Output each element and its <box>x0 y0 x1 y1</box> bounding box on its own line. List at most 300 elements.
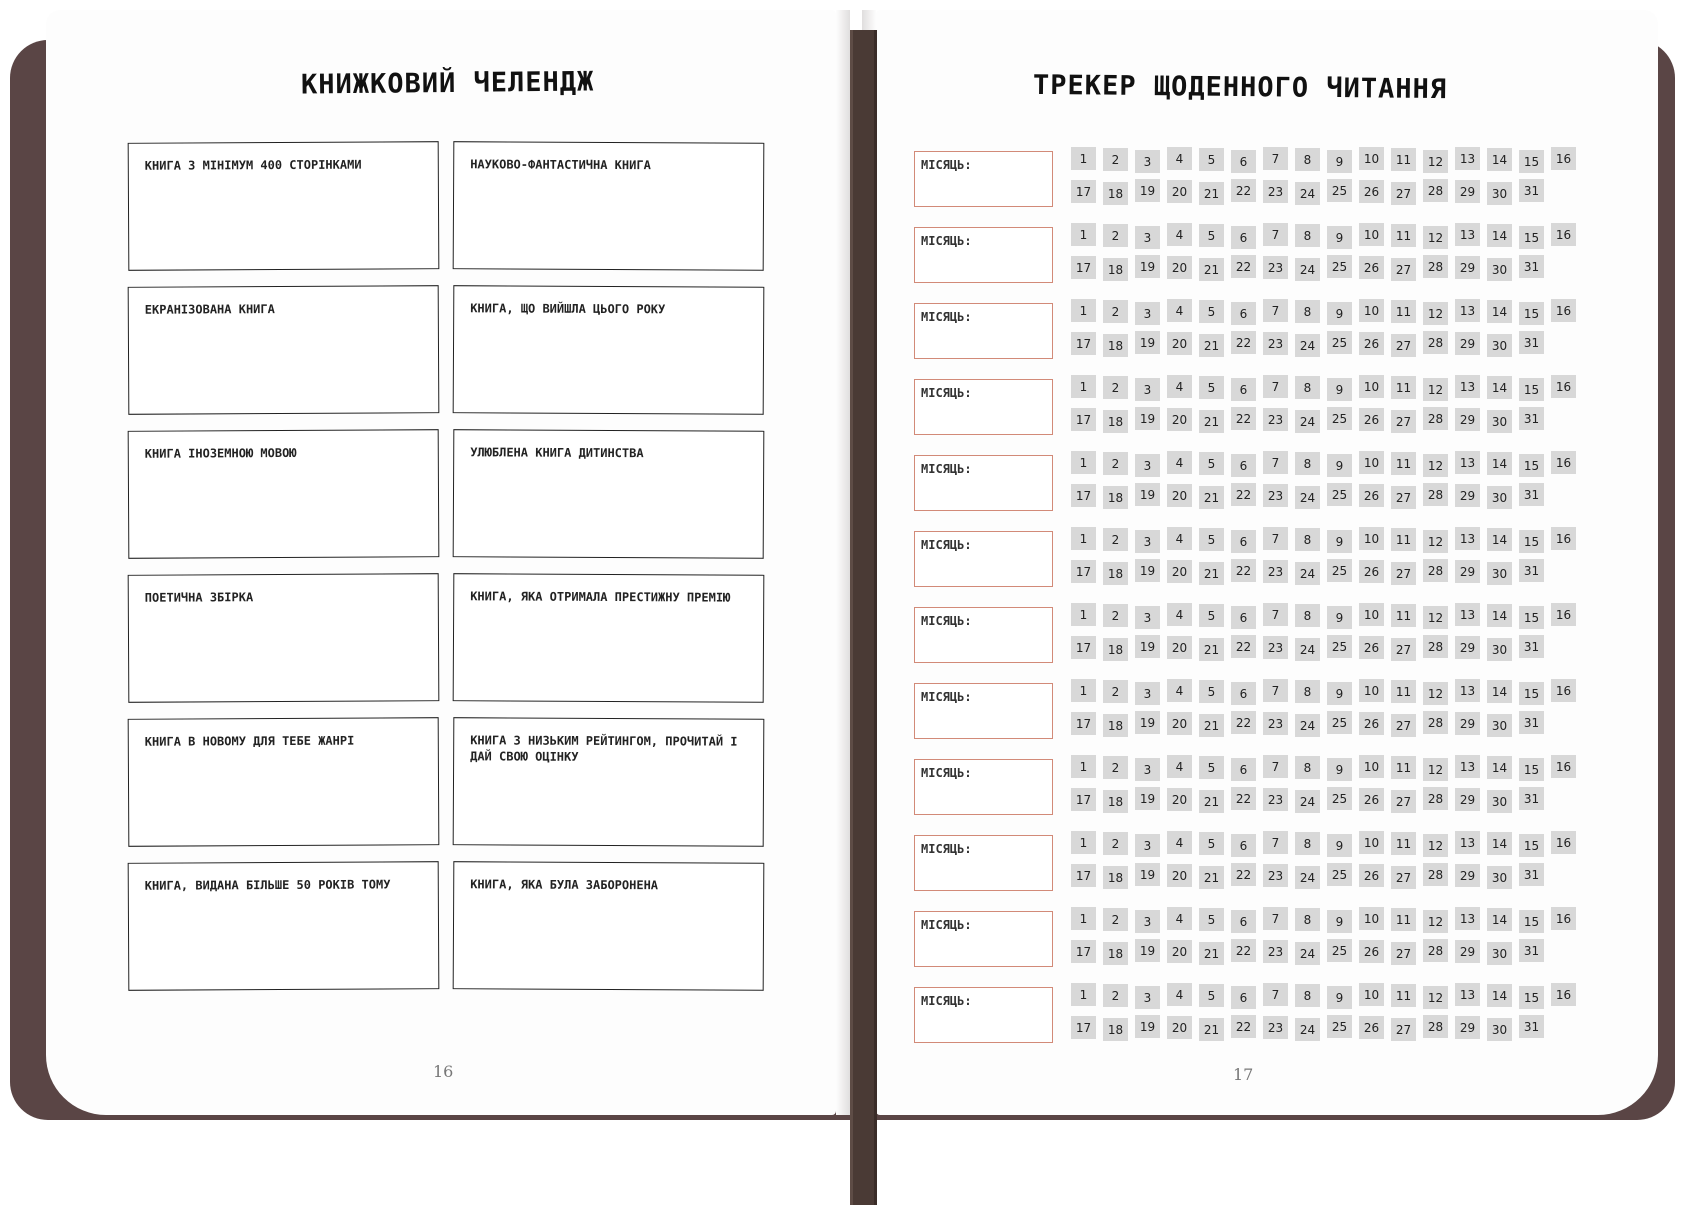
day-cell[interactable]: 12 <box>1423 530 1448 553</box>
day-cell[interactable]: 15 <box>1519 226 1544 249</box>
day-cell[interactable]: 16 <box>1551 755 1576 778</box>
day-cell[interactable]: 7 <box>1263 907 1288 930</box>
day-cell[interactable]: 8 <box>1295 376 1320 399</box>
day-cell[interactable]: 25 <box>1327 331 1352 354</box>
day-cell[interactable]: 30 <box>1487 258 1512 281</box>
day-cell[interactable]: 26 <box>1359 560 1384 583</box>
day-cell[interactable]: 23 <box>1263 712 1288 735</box>
day-cell[interactable]: 22 <box>1231 255 1256 278</box>
day-cell[interactable]: 19 <box>1135 939 1160 962</box>
day-cell[interactable]: 20 <box>1167 560 1192 583</box>
day-cell[interactable]: 11 <box>1391 452 1416 475</box>
day-cell[interactable]: 22 <box>1231 483 1256 506</box>
day-cell[interactable]: 15 <box>1519 834 1544 857</box>
day-cell[interactable]: 15 <box>1519 454 1544 477</box>
day-cell[interactable]: 6 <box>1231 834 1256 857</box>
day-cell[interactable]: 7 <box>1263 451 1288 474</box>
day-cell[interactable]: 16 <box>1551 223 1576 246</box>
day-cell[interactable]: 12 <box>1423 150 1448 173</box>
day-cell[interactable]: 5 <box>1199 528 1224 551</box>
day-cell[interactable]: 28 <box>1423 787 1448 810</box>
day-cell[interactable]: 8 <box>1295 148 1320 171</box>
day-cell[interactable]: 23 <box>1263 788 1288 811</box>
day-cell[interactable]: 29 <box>1455 712 1480 735</box>
day-cell[interactable]: 22 <box>1231 939 1256 962</box>
day-cell[interactable]: 11 <box>1391 376 1416 399</box>
day-cell[interactable]: 16 <box>1551 831 1576 854</box>
day-cell[interactable]: 7 <box>1263 983 1288 1006</box>
day-cell[interactable]: 29 <box>1455 940 1480 963</box>
day-cell[interactable]: 13 <box>1455 527 1480 550</box>
day-cell[interactable]: 3 <box>1135 454 1160 477</box>
day-cell[interactable]: 23 <box>1263 332 1288 355</box>
day-cell[interactable]: 6 <box>1231 606 1256 629</box>
day-cell[interactable]: 29 <box>1455 408 1480 431</box>
day-cell[interactable]: 6 <box>1231 454 1256 477</box>
day-cell[interactable]: 17 <box>1071 940 1096 963</box>
day-cell[interactable]: 22 <box>1231 179 1256 202</box>
day-cell[interactable]: 2 <box>1103 908 1128 931</box>
day-cell[interactable]: 5 <box>1199 984 1224 1007</box>
day-cell[interactable]: 25 <box>1327 787 1352 810</box>
day-cell[interactable]: 4 <box>1167 147 1192 170</box>
day-cell[interactable]: 16 <box>1551 451 1576 474</box>
day-cell[interactable]: 14 <box>1487 984 1512 1007</box>
day-cell[interactable]: 10 <box>1359 755 1384 778</box>
day-cell[interactable]: 10 <box>1359 679 1384 702</box>
day-cell[interactable]: 4 <box>1167 299 1192 322</box>
day-cell[interactable]: 10 <box>1359 603 1384 626</box>
day-cell[interactable]: 21 <box>1199 942 1224 965</box>
day-cell[interactable]: 4 <box>1167 983 1192 1006</box>
day-cell[interactable]: 21 <box>1199 258 1224 281</box>
day-cell[interactable]: 21 <box>1199 866 1224 889</box>
day-cell[interactable]: 7 <box>1263 755 1288 778</box>
day-cell[interactable]: 14 <box>1487 224 1512 247</box>
day-cell[interactable]: 27 <box>1391 486 1416 509</box>
day-cell[interactable]: 1 <box>1071 907 1096 930</box>
day-cell[interactable]: 26 <box>1359 180 1384 203</box>
day-cell[interactable]: 16 <box>1551 907 1576 930</box>
day-cell[interactable]: 5 <box>1199 604 1224 627</box>
day-cell[interactable]: 27 <box>1391 182 1416 205</box>
month-field[interactable]: МІСЯЦЬ: <box>914 987 1053 1043</box>
day-cell[interactable]: 21 <box>1199 334 1224 357</box>
day-cell[interactable]: 24 <box>1295 486 1320 509</box>
day-cell[interactable]: 2 <box>1103 376 1128 399</box>
day-cell[interactable]: 2 <box>1103 528 1128 551</box>
day-cell[interactable]: 30 <box>1487 790 1512 813</box>
day-cell[interactable]: 17 <box>1071 788 1096 811</box>
day-cell[interactable]: 5 <box>1199 832 1224 855</box>
day-cell[interactable]: 27 <box>1391 790 1416 813</box>
day-cell[interactable]: 15 <box>1519 986 1544 1009</box>
month-field[interactable]: МІСЯЦЬ: <box>914 303 1053 359</box>
day-cell[interactable]: 27 <box>1391 410 1416 433</box>
day-cell[interactable]: 22 <box>1231 635 1256 658</box>
day-cell[interactable]: 24 <box>1295 334 1320 357</box>
day-cell[interactable]: 3 <box>1135 302 1160 325</box>
day-cell[interactable]: 24 <box>1295 1018 1320 1041</box>
day-cell[interactable]: 19 <box>1135 255 1160 278</box>
month-field[interactable]: МІСЯЦЬ: <box>914 227 1053 283</box>
day-cell[interactable]: 8 <box>1295 680 1320 703</box>
day-cell[interactable]: 6 <box>1231 758 1256 781</box>
month-field[interactable]: МІСЯЦЬ: <box>914 911 1053 967</box>
challenge-box[interactable]: КНИГА, ЯКА ОТРИМАЛА ПРЕСТИЖНУ ПРЕМІЮ <box>453 573 765 703</box>
day-cell[interactable]: 1 <box>1071 679 1096 702</box>
day-cell[interactable]: 11 <box>1391 224 1416 247</box>
day-cell[interactable]: 28 <box>1423 711 1448 734</box>
day-cell[interactable]: 20 <box>1167 712 1192 735</box>
day-cell[interactable]: 4 <box>1167 679 1192 702</box>
day-cell[interactable]: 19 <box>1135 331 1160 354</box>
day-cell[interactable]: 7 <box>1263 527 1288 550</box>
challenge-box[interactable]: КНИГА З НИЗЬКИМ РЕЙТИНГОМ, ПРОЧИТАЙ І ДАЙ СВОЮ ОЦІНКУ <box>453 717 765 847</box>
day-cell[interactable]: 1 <box>1071 831 1096 854</box>
day-cell[interactable]: 21 <box>1199 1018 1224 1041</box>
day-cell[interactable]: 16 <box>1551 299 1576 322</box>
day-cell[interactable]: 27 <box>1391 866 1416 889</box>
month-field[interactable]: МІСЯЦЬ: <box>914 683 1053 739</box>
day-cell[interactable]: 24 <box>1295 714 1320 737</box>
day-cell[interactable]: 17 <box>1071 712 1096 735</box>
day-cell[interactable]: 27 <box>1391 638 1416 661</box>
day-cell[interactable]: 11 <box>1391 148 1416 171</box>
day-cell[interactable]: 28 <box>1423 559 1448 582</box>
day-cell[interactable]: 22 <box>1231 863 1256 886</box>
day-cell[interactable]: 21 <box>1199 714 1224 737</box>
day-cell[interactable]: 23 <box>1263 940 1288 963</box>
day-cell[interactable]: 14 <box>1487 604 1512 627</box>
day-cell[interactable]: 4 <box>1167 451 1192 474</box>
day-cell[interactable]: 31 <box>1519 863 1544 886</box>
day-cell[interactable]: 19 <box>1135 787 1160 810</box>
day-cell[interactable]: 23 <box>1263 864 1288 887</box>
day-cell[interactable]: 18 <box>1103 942 1128 965</box>
day-cell[interactable]: 10 <box>1359 375 1384 398</box>
day-cell[interactable]: 17 <box>1071 180 1096 203</box>
day-cell[interactable]: 23 <box>1263 1016 1288 1039</box>
day-cell[interactable]: 4 <box>1167 223 1192 246</box>
day-cell[interactable]: 10 <box>1359 831 1384 854</box>
day-cell[interactable]: 1 <box>1071 299 1096 322</box>
day-cell[interactable]: 26 <box>1359 256 1384 279</box>
day-cell[interactable]: 4 <box>1167 755 1192 778</box>
day-cell[interactable]: 6 <box>1231 378 1256 401</box>
day-cell[interactable]: 19 <box>1135 635 1160 658</box>
day-cell[interactable]: 20 <box>1167 256 1192 279</box>
day-cell[interactable]: 26 <box>1359 408 1384 431</box>
day-cell[interactable]: 23 <box>1263 484 1288 507</box>
day-cell[interactable]: 8 <box>1295 756 1320 779</box>
day-cell[interactable]: 24 <box>1295 942 1320 965</box>
day-cell[interactable]: 10 <box>1359 147 1384 170</box>
day-cell[interactable]: 16 <box>1551 527 1576 550</box>
day-cell[interactable]: 9 <box>1327 834 1352 857</box>
day-cell[interactable]: 27 <box>1391 334 1416 357</box>
day-cell[interactable]: 25 <box>1327 407 1352 430</box>
day-cell[interactable]: 22 <box>1231 787 1256 810</box>
day-cell[interactable]: 31 <box>1519 711 1544 734</box>
day-cell[interactable]: 5 <box>1199 680 1224 703</box>
day-cell[interactable]: 12 <box>1423 454 1448 477</box>
day-cell[interactable]: 17 <box>1071 408 1096 431</box>
day-cell[interactable]: 15 <box>1519 606 1544 629</box>
day-cell[interactable]: 10 <box>1359 907 1384 930</box>
day-cell[interactable]: 19 <box>1135 407 1160 430</box>
day-cell[interactable]: 6 <box>1231 910 1256 933</box>
day-cell[interactable]: 26 <box>1359 636 1384 659</box>
challenge-box[interactable]: НАУКОВО-ФАНТАСТИЧНА КНИГА <box>453 141 765 271</box>
day-cell[interactable]: 23 <box>1263 560 1288 583</box>
day-cell[interactable]: 31 <box>1519 407 1544 430</box>
day-cell[interactable]: 11 <box>1391 832 1416 855</box>
day-cell[interactable]: 25 <box>1327 179 1352 202</box>
day-cell[interactable]: 25 <box>1327 711 1352 734</box>
day-cell[interactable]: 5 <box>1199 452 1224 475</box>
day-cell[interactable]: 14 <box>1487 452 1512 475</box>
day-cell[interactable]: 6 <box>1231 682 1256 705</box>
day-cell[interactable]: 8 <box>1295 984 1320 1007</box>
day-cell[interactable]: 5 <box>1199 148 1224 171</box>
day-cell[interactable]: 27 <box>1391 942 1416 965</box>
day-cell[interactable]: 3 <box>1135 530 1160 553</box>
day-cell[interactable]: 30 <box>1487 562 1512 585</box>
day-cell[interactable]: 13 <box>1455 907 1480 930</box>
day-cell[interactable]: 21 <box>1199 410 1224 433</box>
day-cell[interactable]: 25 <box>1327 863 1352 886</box>
day-cell[interactable]: 11 <box>1391 680 1416 703</box>
day-cell[interactable]: 23 <box>1263 408 1288 431</box>
day-cell[interactable]: 28 <box>1423 255 1448 278</box>
month-field[interactable]: МІСЯЦЬ: <box>914 531 1053 587</box>
day-cell[interactable]: 14 <box>1487 300 1512 323</box>
day-cell[interactable]: 18 <box>1103 258 1128 281</box>
day-cell[interactable]: 29 <box>1455 484 1480 507</box>
day-cell[interactable]: 18 <box>1103 410 1128 433</box>
day-cell[interactable]: 17 <box>1071 1016 1096 1039</box>
day-cell[interactable]: 12 <box>1423 834 1448 857</box>
day-cell[interactable]: 14 <box>1487 148 1512 171</box>
day-cell[interactable]: 16 <box>1551 603 1576 626</box>
day-cell[interactable]: 20 <box>1167 180 1192 203</box>
day-cell[interactable]: 15 <box>1519 150 1544 173</box>
day-cell[interactable]: 15 <box>1519 758 1544 781</box>
day-cell[interactable]: 11 <box>1391 604 1416 627</box>
day-cell[interactable]: 4 <box>1167 375 1192 398</box>
day-cell[interactable]: 14 <box>1487 528 1512 551</box>
day-cell[interactable]: 10 <box>1359 451 1384 474</box>
day-cell[interactable]: 29 <box>1455 864 1480 887</box>
day-cell[interactable]: 26 <box>1359 788 1384 811</box>
day-cell[interactable]: 9 <box>1327 530 1352 553</box>
day-cell[interactable]: 29 <box>1455 560 1480 583</box>
day-cell[interactable]: 8 <box>1295 908 1320 931</box>
day-cell[interactable]: 3 <box>1135 758 1160 781</box>
day-cell[interactable]: 13 <box>1455 299 1480 322</box>
day-cell[interactable]: 31 <box>1519 635 1544 658</box>
day-cell[interactable]: 1 <box>1071 451 1096 474</box>
day-cell[interactable]: 13 <box>1455 603 1480 626</box>
day-cell[interactable]: 23 <box>1263 180 1288 203</box>
day-cell[interactable]: 25 <box>1327 255 1352 278</box>
day-cell[interactable]: 31 <box>1519 787 1544 810</box>
day-cell[interactable]: 31 <box>1519 1015 1544 1038</box>
day-cell[interactable]: 22 <box>1231 1015 1256 1038</box>
day-cell[interactable]: 28 <box>1423 483 1448 506</box>
day-cell[interactable]: 13 <box>1455 755 1480 778</box>
day-cell[interactable]: 6 <box>1231 226 1256 249</box>
day-cell[interactable]: 20 <box>1167 788 1192 811</box>
day-cell[interactable]: 26 <box>1359 332 1384 355</box>
month-field[interactable]: МІСЯЦЬ: <box>914 455 1053 511</box>
day-cell[interactable]: 12 <box>1423 606 1448 629</box>
day-cell[interactable]: 20 <box>1167 332 1192 355</box>
day-cell[interactable]: 7 <box>1263 223 1288 246</box>
day-cell[interactable]: 6 <box>1231 302 1256 325</box>
day-cell[interactable]: 14 <box>1487 908 1512 931</box>
day-cell[interactable]: 15 <box>1519 530 1544 553</box>
day-cell[interactable]: 8 <box>1295 300 1320 323</box>
day-cell[interactable]: 21 <box>1199 638 1224 661</box>
day-cell[interactable]: 24 <box>1295 410 1320 433</box>
day-cell[interactable]: 12 <box>1423 910 1448 933</box>
day-cell[interactable]: 30 <box>1487 1018 1512 1041</box>
day-cell[interactable]: 28 <box>1423 407 1448 430</box>
day-cell[interactable]: 2 <box>1103 984 1128 1007</box>
day-cell[interactable]: 24 <box>1295 182 1320 205</box>
day-cell[interactable]: 16 <box>1551 147 1576 170</box>
day-cell[interactable]: 18 <box>1103 866 1128 889</box>
day-cell[interactable]: 25 <box>1327 1015 1352 1038</box>
day-cell[interactable]: 15 <box>1519 302 1544 325</box>
day-cell[interactable]: 18 <box>1103 1018 1128 1041</box>
day-cell[interactable]: 18 <box>1103 790 1128 813</box>
day-cell[interactable]: 26 <box>1359 712 1384 735</box>
challenge-box[interactable]: КНИГА, ЩО ВИЙШЛА ЦЬОГО РОКУ <box>453 285 765 415</box>
day-cell[interactable]: 2 <box>1103 756 1128 779</box>
day-cell[interactable]: 26 <box>1359 484 1384 507</box>
day-cell[interactable]: 21 <box>1199 790 1224 813</box>
day-cell[interactable]: 8 <box>1295 604 1320 627</box>
day-cell[interactable]: 12 <box>1423 758 1448 781</box>
day-cell[interactable]: 3 <box>1135 150 1160 173</box>
day-cell[interactable]: 12 <box>1423 226 1448 249</box>
day-cell[interactable]: 2 <box>1103 300 1128 323</box>
challenge-box[interactable]: УЛЮБЛЕНА КНИГА ДИТИНСТВА <box>453 429 765 559</box>
month-field[interactable]: МІСЯЦЬ: <box>914 759 1053 815</box>
day-cell[interactable]: 31 <box>1519 255 1544 278</box>
day-cell[interactable]: 14 <box>1487 832 1512 855</box>
day-cell[interactable]: 19 <box>1135 559 1160 582</box>
day-cell[interactable]: 1 <box>1071 147 1096 170</box>
day-cell[interactable]: 18 <box>1103 562 1128 585</box>
day-cell[interactable]: 22 <box>1231 407 1256 430</box>
day-cell[interactable]: 17 <box>1071 332 1096 355</box>
day-cell[interactable]: 1 <box>1071 375 1096 398</box>
day-cell[interactable]: 2 <box>1103 680 1128 703</box>
challenge-box[interactable]: ЕКРАНІЗОВАНА КНИГА <box>128 285 440 415</box>
day-cell[interactable]: 14 <box>1487 376 1512 399</box>
day-cell[interactable]: 6 <box>1231 530 1256 553</box>
day-cell[interactable]: 19 <box>1135 1015 1160 1038</box>
day-cell[interactable]: 22 <box>1231 559 1256 582</box>
day-cell[interactable]: 11 <box>1391 908 1416 931</box>
day-cell[interactable]: 29 <box>1455 1016 1480 1039</box>
day-cell[interactable]: 17 <box>1071 636 1096 659</box>
day-cell[interactable]: 13 <box>1455 679 1480 702</box>
day-cell[interactable]: 26 <box>1359 940 1384 963</box>
day-cell[interactable]: 9 <box>1327 758 1352 781</box>
day-cell[interactable]: 31 <box>1519 483 1544 506</box>
day-cell[interactable]: 18 <box>1103 182 1128 205</box>
day-cell[interactable]: 2 <box>1103 224 1128 247</box>
day-cell[interactable]: 25 <box>1327 483 1352 506</box>
day-cell[interactable]: 30 <box>1487 714 1512 737</box>
day-cell[interactable]: 18 <box>1103 714 1128 737</box>
day-cell[interactable]: 19 <box>1135 179 1160 202</box>
day-cell[interactable]: 7 <box>1263 299 1288 322</box>
day-cell[interactable]: 2 <box>1103 452 1128 475</box>
day-cell[interactable]: 8 <box>1295 832 1320 855</box>
day-cell[interactable]: 8 <box>1295 224 1320 247</box>
day-cell[interactable]: 16 <box>1551 679 1576 702</box>
day-cell[interactable]: 1 <box>1071 603 1096 626</box>
day-cell[interactable]: 9 <box>1327 910 1352 933</box>
day-cell[interactable]: 10 <box>1359 527 1384 550</box>
day-cell[interactable]: 9 <box>1327 986 1352 1009</box>
day-cell[interactable]: 3 <box>1135 910 1160 933</box>
day-cell[interactable]: 23 <box>1263 636 1288 659</box>
month-field[interactable]: МІСЯЦЬ: <box>914 151 1053 207</box>
day-cell[interactable]: 3 <box>1135 682 1160 705</box>
day-cell[interactable]: 20 <box>1167 864 1192 887</box>
day-cell[interactable]: 29 <box>1455 180 1480 203</box>
day-cell[interactable]: 18 <box>1103 486 1128 509</box>
day-cell[interactable]: 12 <box>1423 682 1448 705</box>
day-cell[interactable]: 21 <box>1199 182 1224 205</box>
day-cell[interactable]: 20 <box>1167 484 1192 507</box>
day-cell[interactable]: 29 <box>1455 788 1480 811</box>
day-cell[interactable]: 22 <box>1231 331 1256 354</box>
day-cell[interactable]: 5 <box>1199 908 1224 931</box>
day-cell[interactable]: 31 <box>1519 559 1544 582</box>
day-cell[interactable]: 6 <box>1231 986 1256 1009</box>
day-cell[interactable]: 13 <box>1455 147 1480 170</box>
month-field[interactable]: МІСЯЦЬ: <box>914 379 1053 435</box>
day-cell[interactable]: 1 <box>1071 527 1096 550</box>
day-cell[interactable]: 5 <box>1199 756 1224 779</box>
day-cell[interactable]: 8 <box>1295 452 1320 475</box>
day-cell[interactable]: 17 <box>1071 864 1096 887</box>
day-cell[interactable]: 9 <box>1327 226 1352 249</box>
day-cell[interactable]: 9 <box>1327 606 1352 629</box>
day-cell[interactable]: 5 <box>1199 224 1224 247</box>
day-cell[interactable]: 26 <box>1359 864 1384 887</box>
day-cell[interactable]: 31 <box>1519 179 1544 202</box>
day-cell[interactable]: 12 <box>1423 302 1448 325</box>
day-cell[interactable]: 15 <box>1519 682 1544 705</box>
day-cell[interactable]: 20 <box>1167 408 1192 431</box>
day-cell[interactable]: 30 <box>1487 182 1512 205</box>
day-cell[interactable]: 2 <box>1103 148 1128 171</box>
day-cell[interactable]: 1 <box>1071 755 1096 778</box>
day-cell[interactable]: 21 <box>1199 486 1224 509</box>
day-cell[interactable]: 25 <box>1327 939 1352 962</box>
day-cell[interactable]: 1 <box>1071 223 1096 246</box>
day-cell[interactable]: 7 <box>1263 603 1288 626</box>
